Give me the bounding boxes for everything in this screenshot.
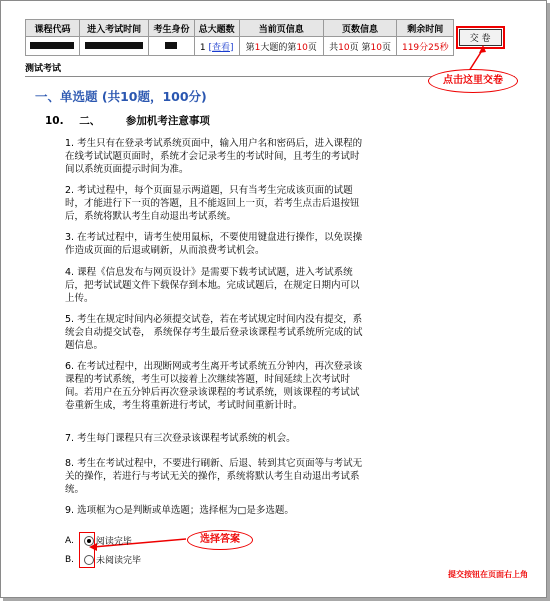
instruction-paragraph: 1. 考生只有在登录考试系统页面中，输入用户名和密码后，进入课程的在线考试试题页面时，系统才会记录考生的考试时间，且考生的考试时间以系统页面提示时间为准。 <box>65 138 363 175</box>
total-pages-number: 10 <box>338 42 350 53</box>
text-part: 共 <box>329 42 339 53</box>
text-part: 页 <box>381 42 391 53</box>
col-total-questions: 总大题数 <box>194 20 239 37</box>
question-title: 参加机考注意事项 <box>125 115 210 127</box>
text-part: 页 第 <box>349 42 371 53</box>
arrow-head <box>479 45 486 53</box>
col-course-code: 课程代码 <box>26 20 80 37</box>
radio-button[interactable] <box>84 555 94 565</box>
instruction-paragraph: 9. 选项框为○是判断或单选题；选择框为□是多选题。 <box>65 505 294 516</box>
question-sub-number: 二、 <box>79 115 101 127</box>
option-letter: A. <box>65 535 74 546</box>
section-title: 一、单选题 (共10题，100分) <box>35 89 207 104</box>
option-text: 未阅读完毕 <box>96 556 142 566</box>
corner-note: 提交按钮在页面右上角 <box>448 570 528 579</box>
instruction-paragraph: 4. 课程《信息发布与网页设计》是需要下载考试试题，进入考试系统后，把考试试题文件下载保存到本地。完成试题后，在规定日期内可以上传。 <box>65 267 360 304</box>
total-questions-count: 1 <box>199 42 206 53</box>
option-letter: B. <box>65 554 75 565</box>
submit-exam-button[interactable]: 交 卷 <box>459 29 502 46</box>
col-current-page: 当前页信息 <box>239 20 323 37</box>
instruction-paragraph: 6. 在考试过程中，出现断网或考生离开考试系统五分钟内，再次登录该课程的考试系统，考生可以接着上次继续答题，时间延续上次考试时间。若用户在五分钟后再次登录该课程的考试系统，则该课程的考试试卷重新生成，考生将重新进行考试，考试时间重新计时。 <box>65 361 363 411</box>
text-part: 第 <box>245 42 255 53</box>
callout-submit-here: 点击这里交卷 <box>428 69 518 93</box>
current-page-number: 10 <box>296 42 308 53</box>
current-section-number: 1 <box>254 42 261 53</box>
instruction-paragraph: 8. 考生在考试过程中，不要进行刷新、后退、转到其它页面等与考试无关的操作，若进行与考试无关的操作，系统将默认考生自动退出考试系统。 <box>65 458 363 495</box>
section-label: 测试考试 <box>25 61 515 77</box>
page-number: 10 <box>370 42 382 53</box>
instruction-paragraph: 5. 考生在规定时间内必须提交试卷，若在考试规定时间内没有提交，系统会自动提交试卷， 系统保存考生最后登录该课程考试系统所完成的试题信息。 <box>65 314 363 351</box>
option-text: 阅读完毕 <box>95 537 132 547</box>
question-heading <box>45 113 210 128</box>
col-remaining-time: 剩余时间 <box>397 20 454 37</box>
instruction-paragraph: 7. 考生每门课程只有三次登录该课程考试系统的机会。 <box>65 433 296 444</box>
option-a[interactable] <box>65 534 132 547</box>
question-number: 10. <box>45 115 64 127</box>
remaining-time-value: 119分25秒 <box>397 37 454 56</box>
view-questions-link[interactable]: [查看] <box>208 42 234 53</box>
callout-choose-answer: 选择答案 <box>187 530 253 550</box>
col-page-count: 页数信息 <box>323 20 397 37</box>
col-student-id: 考生身份 <box>149 20 194 37</box>
option-b[interactable] <box>65 553 141 566</box>
text-part: 大题的第 <box>260 42 297 53</box>
instruction-paragraph: 3. 在考试过程中，请考生使用鼠标，不要使用键盘进行操作，以免误操作造成页面的后退或刷新，从而浪费考试机会。 <box>65 232 363 256</box>
text-part: 页 <box>307 42 317 53</box>
radio-button-selected[interactable] <box>84 536 94 546</box>
col-entry-time: 进入考试时间 <box>79 20 148 37</box>
instruction-paragraph: 2. 考试过程中，每个页面显示两道题，只有当考生完成该页面的试题时，才能进行下一页的答题，且不能返回上一页，若考生点击后退按钮后，系统将默认考生自动退出考试系统。 <box>65 185 360 222</box>
